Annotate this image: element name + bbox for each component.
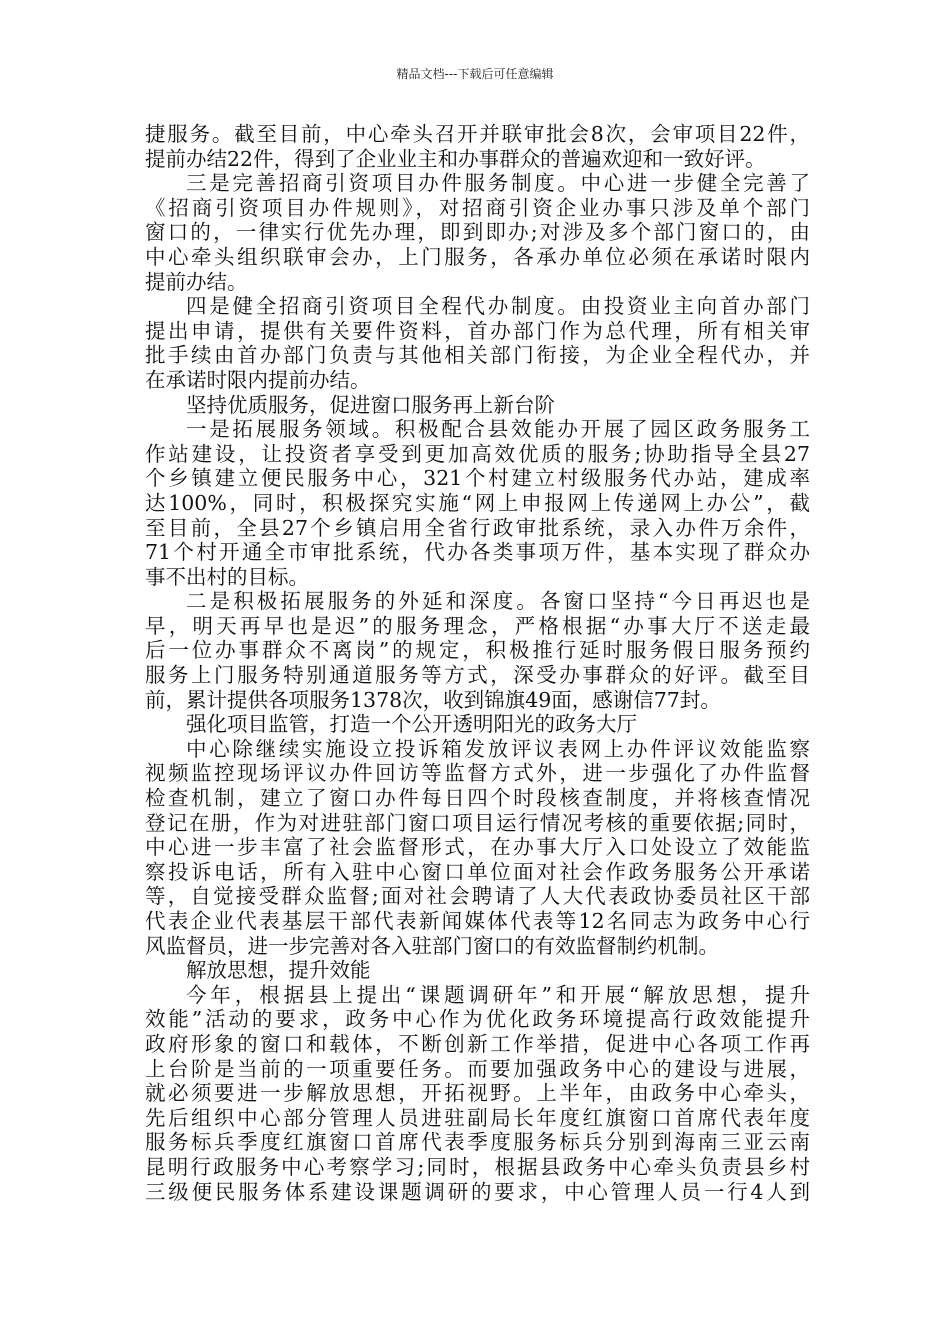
text-line: 三是完善招商引资项目办件服务制度。中心进一步健全完善了: [186, 171, 810, 196]
text-line: 达100%，同时，积极探究实施“网上申报网上传递网上办公”，截: [145, 490, 810, 515]
text-line: 先后组织中心部分管理人员进驻副局长年度红旗窗口首席代表年度: [145, 1105, 810, 1130]
text-line: 等，自觉接受群众监督;面对社会聘请了人大代表政协委员社区干部: [145, 884, 810, 909]
text-line: 中心除继续实施设立投诉箱发放评议表网上办件评议效能监察: [186, 736, 810, 761]
text-line: 就必须要进一步解放思想，开拓视野。上半年，由政务中心牵头，: [145, 1081, 810, 1106]
text-line: 登记在册，作为对进驻部门窗口项目运行情况考核的重要依据;同时，: [145, 810, 810, 835]
text-line: 四是健全招商引资项目全程代办制度。由投资业主向首办部门: [186, 294, 810, 319]
text-line: 提前办结22件，得到了企业业主和办事群众的普遍欢迎和一致好评。: [145, 146, 766, 171]
text-line: 在承诺时限内提前办结。: [145, 367, 371, 392]
text-line: 个乡镇建立便民服务中心，321个村建立村级服务代办站，建成率: [145, 466, 810, 491]
text-line: 前，累计提供各项服务1378次，收到锦旗49面，感谢信77封。: [145, 687, 721, 712]
text-line: 71个村开通全市审批系统，代办各类事项万件，基本实现了群众办: [145, 540, 810, 565]
text-line: 至目前，全县27个乡镇启用全省行政审批系统，录入办件万余件，: [145, 515, 810, 540]
text-line: 今年，根据县上提出“课题调研年”和开展“解放思想，提升: [186, 982, 810, 1007]
text-line: 提出申请，提供有关要件资料，首办部门作为总代理，所有相关审: [145, 318, 810, 343]
text-line: 昆明行政服务中心考察学习;同时，根据县政务中心牵头负责县乡村: [145, 1154, 810, 1179]
text-line: 《招商引资项目办件规则》，对招商引资企业办事只涉及单个部门: [145, 195, 810, 220]
text-line: 解放思想，提升效能: [186, 958, 371, 983]
text-line: 批手续由首办部门负责与其他相关部门衔接，为企业全程代办，并: [145, 343, 810, 368]
text-line: 提前办结。: [145, 269, 248, 294]
text-line: 上台阶是当前的一项重要任务。而要加强政务中心的建设与进展，: [145, 1056, 810, 1081]
text-line: 早，明天再早也是迟”的服务理念，严格根据“办事大厅不送走最: [145, 613, 810, 638]
text-line: 二是积极拓展服务的外延和深度。各窗口坚持“今日再迟也是: [186, 589, 810, 614]
text-line: 三级便民服务体系建设课题调研的要求，中心管理人员一行4人到: [145, 1179, 810, 1204]
text-line: 窗口的，一律实行优先办理，即到即办;对涉及多个部门窗口的，由: [145, 220, 810, 245]
text-line: 检查机制，建立了窗口办件每日四个时段核查制度，并将核查情况: [145, 786, 810, 811]
text-line: 服务标兵季度红旗窗口首席代表季度服务标兵分别到海南三亚云南: [145, 1130, 810, 1155]
document-body: [145, 122, 810, 1204]
text-line: 效能”活动的要求，政务中心作为优化政务环境提高行政效能提升: [145, 1007, 810, 1032]
text-line: 事不出村的目标。: [145, 564, 309, 589]
text-line: 中心进一步丰富了社会监督形式，在办事大厅入口处设立了效能监: [145, 835, 810, 860]
text-line: 视频监控现场评议办件回访等监督方式外，进一步强化了办件监督: [145, 761, 810, 786]
text-line: 风监督员，进一步完善对各入驻部门窗口的有效监督制约机制。: [145, 933, 719, 958]
text-line: 中心牵头组织联审会办，上门服务，各承办单位必须在承诺时限内: [145, 244, 810, 269]
page-header: 精品文档---下载后可任意编辑: [396, 67, 554, 81]
text-line: 作站建设，让投资者享受到更加高效优质的服务;协助指导全县27: [145, 441, 810, 466]
text-line: 坚持优质服务，促进窗口服务再上新台阶: [186, 392, 555, 417]
text-line: 代表企业代表基层干部代表新闻媒体代表等12名同志为政务中心行: [145, 909, 810, 933]
text-line: 后一位办事群众不离岗”的规定，积极推行延时服务假日服务预约: [145, 638, 810, 663]
text-line: 服务上门服务特别通道服务等方式，深受办事群众的好评。截至目: [145, 663, 810, 688]
text-line: 政府形象的窗口和载体，不断创新工作举措，促进中心各项工作再: [145, 1031, 810, 1056]
text-line: 一是拓展服务领域。积极配合县效能办开展了园区政务服务工: [186, 417, 810, 442]
text-line: 捷服务。截至目前，中心牵头召开并联审批会8次，会审项目22件，: [145, 122, 810, 146]
text-line: 察投诉电话，所有入驻中心窗口单位面对社会作政务服务公开承诺: [145, 859, 810, 884]
text-line: 强化项目监管，打造一个公开透明阳光的政务大厅: [186, 712, 637, 737]
